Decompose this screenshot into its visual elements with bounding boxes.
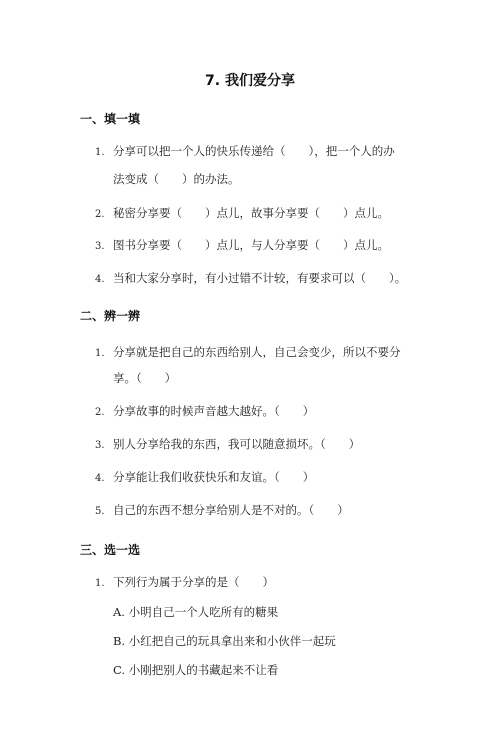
question-number: 1. (95, 578, 105, 589)
judge-question-1-continuation: 享。（ ） (113, 371, 177, 385)
fill-question-2 (95, 205, 440, 223)
question-number: 2. (95, 407, 105, 418)
section-heading-true-false: 二、辨一辨 (80, 309, 141, 323)
judge-question-3 (95, 436, 440, 454)
question-text: 别人分享给我的东西，我可以随意损坏。（ ） (113, 437, 361, 451)
question-text: 自己的东西不想分享给别人是不对的。（ ） (113, 503, 349, 517)
question-number: 3. (95, 440, 105, 451)
question-number: 1. (95, 147, 105, 158)
question-number: 5. (95, 506, 105, 517)
section-heading-choice: 三、选一选 (80, 543, 141, 557)
question-text: 分享故事的时候声音越大越好。（ ） (113, 404, 315, 418)
question-number: 1. (95, 348, 105, 359)
question-text: 分享能让我们收获快乐和友谊。（ ） (113, 470, 315, 484)
question-text: 当和大家分享时，有小过错不计较，有要求可以（ ）。 (113, 271, 407, 285)
fill-question-1 (95, 143, 440, 161)
question-number: 4. (95, 274, 105, 285)
choice-option-b: B. 小红把自己的玩具拿出来和小伙伴一起玩 (113, 634, 336, 648)
judge-question-2 (95, 403, 440, 421)
question-text: 分享就是把自己的东西给别人，自己会变少，所以不要分 (113, 345, 401, 359)
question-number: 4. (95, 473, 105, 484)
choice-question-1 (95, 574, 440, 592)
question-number: 3. (95, 241, 105, 252)
question-text: 分享可以把一个人的快乐传递给（ ），把一个人的办 (113, 144, 395, 158)
question-text: 秘密分享要（ ）点儿，故事分享要（ ）点儿。 (113, 206, 389, 220)
choice-option-a: A. 小明自己一个人吃所有的糖果 (113, 605, 279, 619)
question-text: 图书分享要（ ）点儿，与人分享要（ ）点儿。 (113, 238, 389, 252)
fill-question-4 (95, 270, 440, 288)
section-heading-fill-in: 一、填一填 (80, 112, 141, 126)
fill-question-1-continuation: 法变成（ ）的办法。 (113, 172, 240, 186)
fill-question-3 (95, 237, 440, 255)
question-text: 下列行为属于分享的是（ ） (113, 575, 274, 589)
question-number: 2. (95, 209, 105, 220)
page-title: 7. 我们爱分享 (205, 73, 295, 89)
judge-question-1 (95, 344, 440, 362)
judge-question-4 (95, 469, 440, 487)
choice-option-c: C. 小刚把别人的书藏起来不让看 (113, 663, 279, 677)
judge-question-5 (95, 502, 440, 520)
